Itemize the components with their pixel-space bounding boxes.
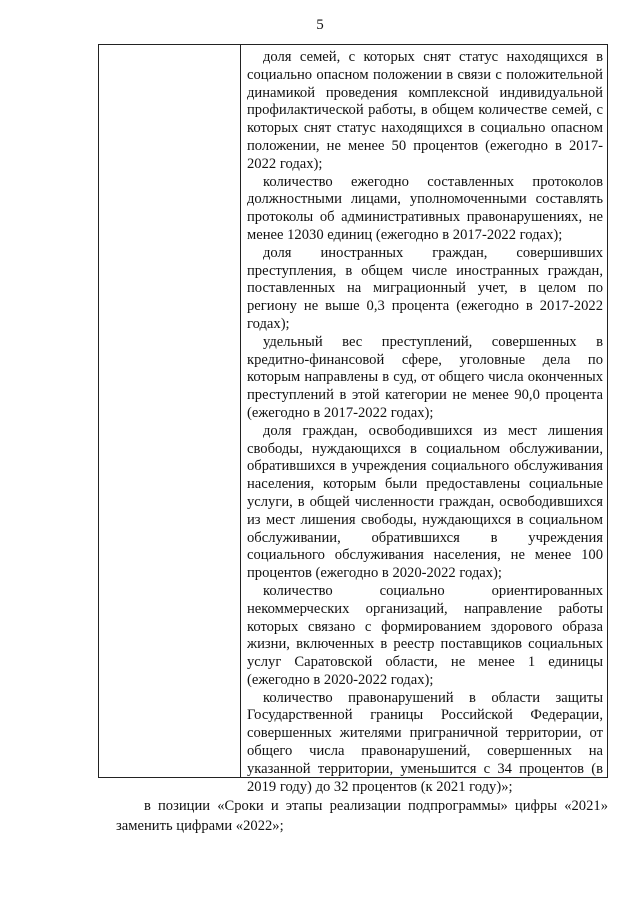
indicator-paragraph: количество социально ориентированных некоммерческих организаций, направление работы которых связано с формированием здорового образа жизни, включенных в реестр поставщиков социальных услуг Саратовской области, не менее 1 единицы (ежегодно в 2020-2022 годах); [247,582,603,688]
page-number: 5 [316,17,324,33]
indicator-paragraph: количество правонарушений в области защиты Государственной границы Российской Федерации, совершенных жителями приграничной территории, от общего числа правонарушений, совершенных на указанной территории, уменьшится с 34 процентов (в 2019 году) до 32 процентов (к 2021 году)»; [247,689,603,795]
indicator-paragraph: доля иностранных граждан, совершивших преступления, в общем числе иностранных граждан, поставленных на миграционный учет, в целом по региону не выше 0,3 процента (ежегодно в 2017-2022 годах); [247,244,603,332]
indicator-paragraph: количество ежегодно составленных протоколов должностными лицами, уполномоченными составлять протоколы об административных правонарушениях, не менее 12030 единиц (ежегодно в 2017-2022 годах); [247,173,603,243]
amendment-text [116,796,608,836]
amendment-paragraph: в позиции «Сроки и этапы реализации подпрограммы» цифры «2021» заменить цифрами «2022»; [116,798,608,834]
indicators-cell [247,49,603,796]
indicator-paragraph: удельный вес преступлений, совершенных в кредитно-финансовой сфере, уголовные дела по которым направлены в суд, от общего числа оконченных преступлений в этой категории не менее 90,0 процента (ежегодно в 2017-2022 годах); [247,333,603,421]
indicators-table [98,44,608,795]
indicator-paragraph: доля граждан, освободившихся из мест лишения свободы, нуждающихся в социальном обслуживании, обратившихся в учреждения социального обслуживания населения, которым были предоставлены социальные услуги, в общей численности граждан, освободившихся из мест лишения свободы, нуждающихся в социальном обслуживании, обратившихся в учреждения социального обслуживания населения, не менее 100 процентов (ежегодно в 2020-2022 годах); [247,422,603,582]
table-column-divider [240,45,241,777]
indicator-paragraph: доля семей, с которых снят статус находящихся в социально опасном положении в связи с положительной динамикой проведения комплексной индивидуальной профилактической работы, в общем количестве семей, с которых снят статус находящихся в социально опасном положении, не менее 50 процентов (ежегодно в 2017-2022 годах); [247,49,603,172]
